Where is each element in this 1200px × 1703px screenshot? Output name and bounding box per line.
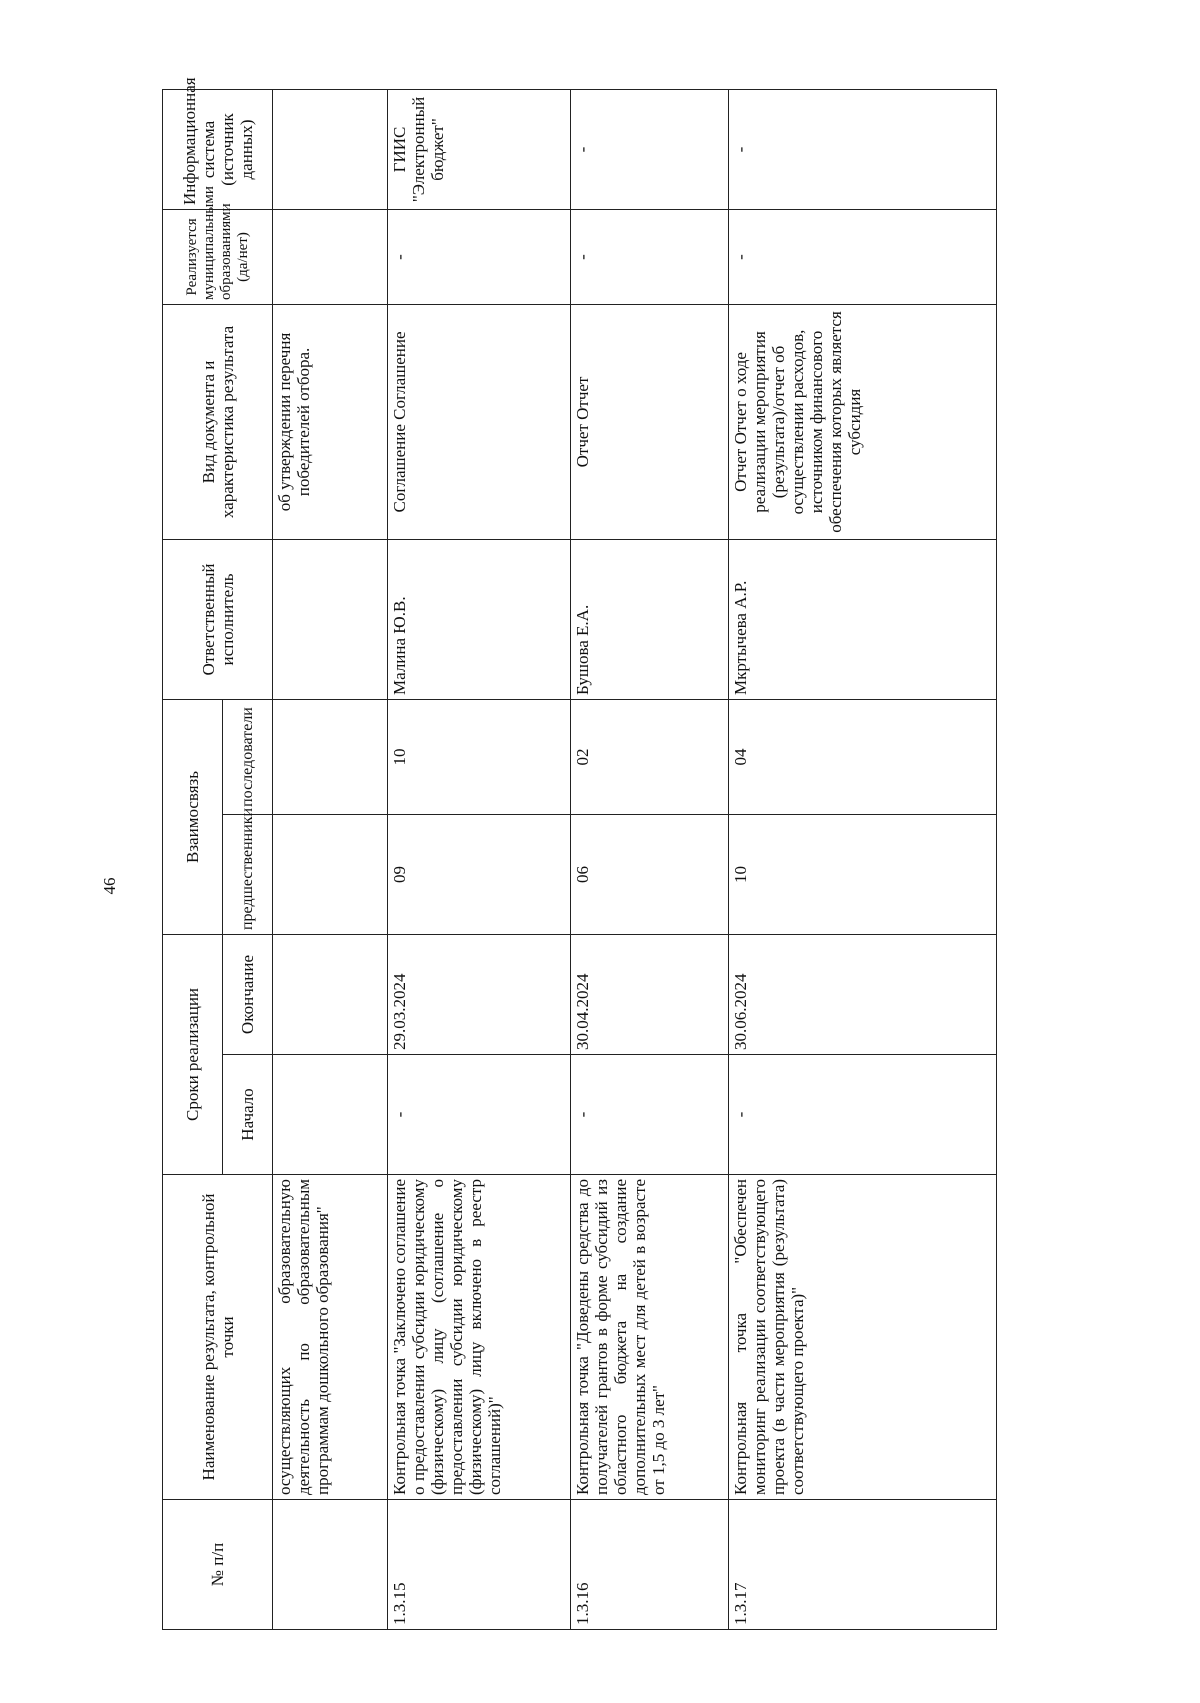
header-pred: предшественники <box>223 815 273 935</box>
cell-resp: Мкртычева А.Р. <box>729 539 997 699</box>
cell-doc: об утверждении перечня победителей отбора. <box>273 304 388 539</box>
cell-muni: - <box>388 209 571 304</box>
cell-resp: Бушова Е.А. <box>571 539 729 699</box>
cell-succ: 04 <box>729 699 997 814</box>
cell-succ: 10 <box>388 699 571 814</box>
header-end: Окончание <box>223 935 273 1055</box>
cell-end: 30.06.2024 <box>729 935 997 1055</box>
cell-num: 1.3.16 <box>571 1500 729 1630</box>
table-row <box>571 89 729 1629</box>
cell-start <box>273 1055 388 1175</box>
cell-end: 30.04.2024 <box>571 935 729 1055</box>
header-resp: Ответственный исполнитель <box>163 539 273 699</box>
cell-doc: Соглашение Соглашение <box>388 304 571 539</box>
cell-succ: 02 <box>571 699 729 814</box>
results-table <box>162 77 997 1630</box>
cell-resp: Малина Ю.В. <box>388 539 571 699</box>
cell-name: осуществляющих образовательную деятельность по образовательным программам дошкольного образования" <box>273 1175 388 1500</box>
header-terms: Сроки реализации <box>163 935 223 1175</box>
cell-start: - <box>388 1055 571 1175</box>
cell-num <box>273 1500 388 1630</box>
cell-info <box>273 89 388 209</box>
rotated-table-container <box>162 77 1062 1630</box>
cell-info: - <box>571 89 729 209</box>
header-info: Информационная система (источник данных) <box>163 89 273 209</box>
cell-num: 1.3.15 <box>388 1500 571 1630</box>
cell-name: Контрольная точка "Заключено соглашение о предоставлении субсидии юридическому (физическому) лицу (соглашение о предоставлении субсидии юридическому (физическому) лицу включено в реестр соглашений)" <box>388 1175 571 1500</box>
cell-name: Контрольная точка "Доведены средства до получателей грантов в форме субсидий из областного бюджета на создание дополнительных мест для детей в возрасте от 1,5 до 3 лет" <box>571 1175 729 1500</box>
header-num: № п/п <box>163 1500 273 1630</box>
cell-pred: 06 <box>571 815 729 935</box>
cell-resp <box>273 539 388 699</box>
cell-doc: Отчет Отчет <box>571 304 729 539</box>
cell-muni <box>273 209 388 304</box>
cell-succ <box>273 699 388 814</box>
header-link: Взаимосвязь <box>163 699 223 934</box>
cell-pred: 10 <box>729 815 997 935</box>
cell-start: - <box>729 1055 997 1175</box>
table-row <box>273 89 388 1629</box>
cell-info: ГИИС "Электронный бюджет" <box>388 89 571 209</box>
cell-doc: Отчет Отчет о ходе реализации мероприятия (результата)/отчет об осуществлении расходов, источником финансового обеспечения которых является субсидия <box>729 304 997 539</box>
table-row <box>388 89 571 1629</box>
header-muni: Реализуется муниципальными образованиями (да/нет) <box>163 209 273 304</box>
table-row <box>729 89 997 1629</box>
header-name: Наименование результата, контрольной точки <box>163 1175 273 1500</box>
cell-info: - <box>729 89 997 209</box>
header-succ: последователи <box>223 699 273 814</box>
page-number: 46 <box>100 877 119 895</box>
header-start: Начало <box>223 1055 273 1175</box>
cell-name: Контрольная точка "Обеспечен мониторинг реализации соответствующего проекта (в части мероприятия (результата) соответствующего проекта)" <box>729 1175 997 1500</box>
cell-end: 29.03.2024 <box>388 935 571 1055</box>
cell-start: - <box>571 1055 729 1175</box>
cell-muni: - <box>571 209 729 304</box>
cell-pred: 09 <box>388 815 571 935</box>
cell-pred <box>273 815 388 935</box>
cell-end <box>273 935 388 1055</box>
cell-muni: - <box>729 209 997 304</box>
header-doc: Вид документа и характеристика результата <box>163 304 273 539</box>
cell-num: 1.3.17 <box>729 1500 997 1630</box>
